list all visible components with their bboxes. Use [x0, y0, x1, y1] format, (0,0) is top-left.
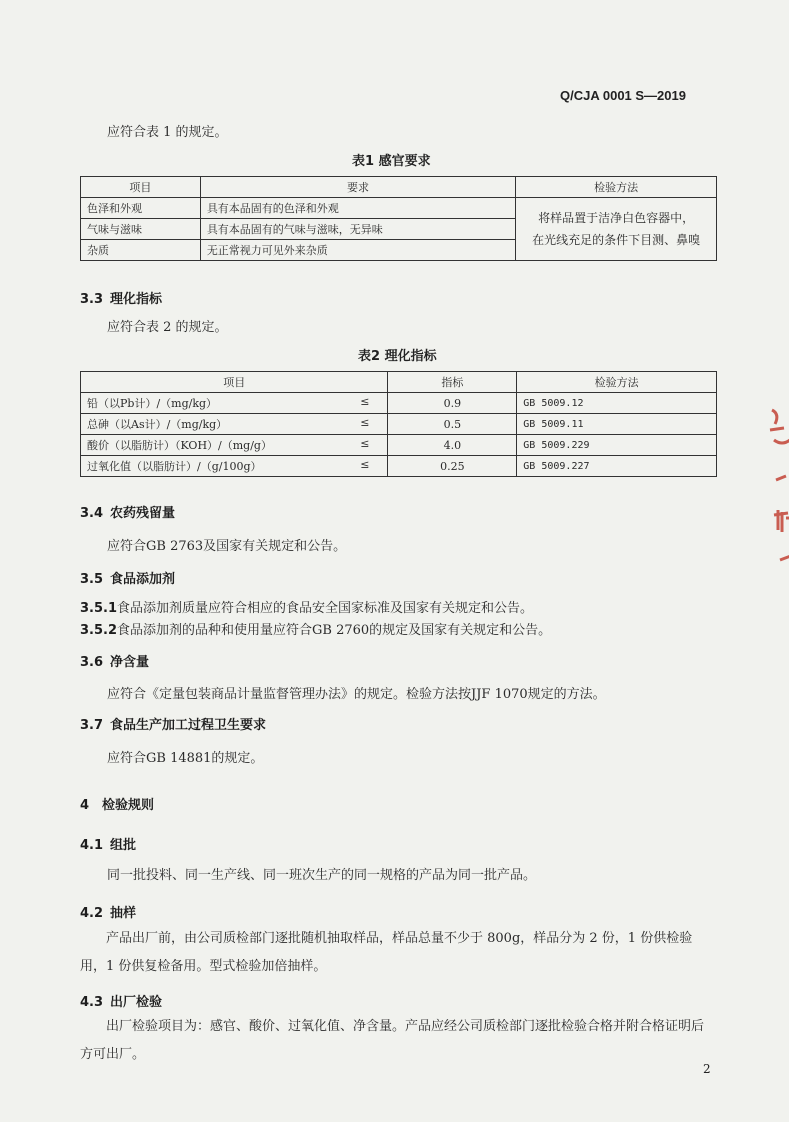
- leq-symbol: ≤: [360, 395, 370, 408]
- section-title: 食品添加剂: [110, 572, 176, 587]
- item-cell: [81, 435, 388, 456]
- section-heading: [80, 288, 162, 307]
- intro-text: 应符合表 1 的规定。: [107, 125, 228, 140]
- header-cell: 检验方法: [516, 177, 717, 198]
- item-cell: 杂质: [81, 240, 201, 261]
- item-cell: [81, 414, 388, 435]
- table-row: [81, 198, 717, 219]
- section-title: 组批: [110, 838, 137, 853]
- section-heading: [80, 991, 162, 1010]
- header-cell: 要求: [200, 177, 515, 198]
- value-cell: 0.25: [388, 456, 517, 477]
- section-heading: [80, 502, 175, 521]
- section-number: 3.6: [80, 655, 104, 670]
- section-heading: [80, 568, 175, 587]
- method-cell: GB 5009.11: [517, 414, 717, 435]
- section-title: 理化指标: [110, 292, 163, 307]
- section-heading: [80, 651, 149, 670]
- table-row: [81, 393, 717, 414]
- section-heading: [80, 902, 136, 921]
- item-label: 酸价（以脂肪计）（KOH）/（mg/g）: [87, 439, 272, 452]
- section-number: 3.4: [80, 506, 104, 521]
- section-text: 同一批投料、同一生产线、同一班次生产的同一规格的产品为同一批产品。: [107, 868, 537, 883]
- section-text: 出厂检验项目为：感官、酸价、过氧化值、净含量。产品应经公司质检部门逐批检验合格并附合格证明后方可出厂。: [80, 1019, 705, 1062]
- method-line: 在光线充足的条件下目测、鼻嗅: [532, 233, 701, 247]
- table-row: [81, 414, 717, 435]
- requirement-cell: 无正常视力可见外来杂质: [200, 240, 515, 261]
- section-number: 4.2: [80, 906, 104, 921]
- section-title: 出厂检验: [110, 995, 163, 1010]
- subsection-text: 食品添加剂的品种和使用量应符合GB 2760的规定及国家有关规定和公告。: [117, 623, 552, 638]
- table1-caption: 表1 感官要求: [352, 154, 431, 169]
- table-header-row: [81, 372, 717, 393]
- item-cell: [81, 393, 388, 414]
- subsection-number: 3.5.2: [80, 623, 118, 638]
- section-title: 净含量: [110, 655, 150, 670]
- item-label: 过氧化值（以脂肪计）/（g/100g）: [87, 460, 262, 473]
- table2-caption: 表2 理化指标: [358, 349, 437, 364]
- section-text: 应符合《定量包装商品计量监督管理办法》的规定。检验方法按JJF 1070规定的方法。: [107, 687, 606, 702]
- section-text: 应符合GB 14881的规定。: [107, 751, 264, 766]
- section-number: 3.3: [80, 292, 104, 307]
- chapter-heading: [80, 794, 154, 813]
- method-line: 将样品置于洁净白色容器中，: [538, 211, 695, 225]
- section-heading: [80, 834, 136, 853]
- item-label: 总砷（以As计）/（mg/kg）: [87, 418, 228, 431]
- method-cell: GB 5009.229: [517, 435, 717, 456]
- leq-symbol: ≤: [360, 458, 370, 471]
- method-cell: GB 5009.227: [517, 456, 717, 477]
- table-header-row: [81, 177, 717, 198]
- table-row: [81, 456, 717, 477]
- section-title: 农药残留量: [110, 506, 176, 521]
- method-cell: GB 5009.12: [517, 393, 717, 414]
- standard-id: Q/CJA 0001 S—2019: [560, 88, 686, 103]
- chapter-number: 4: [80, 798, 90, 813]
- section-text: 产品出厂前，由公司质检部门逐批随机抽取样品，样品总量不少于 800g，样品分为 2 份，1 份供检验用，1 份供复检备用。型式检验加倍抽样。: [80, 931, 693, 974]
- requirement-cell: 具有本品固有的气味与滋味，无异味: [200, 219, 515, 240]
- chapter-title: 检验规则: [102, 798, 155, 813]
- method-cell: [516, 198, 717, 261]
- item-cell: 色泽和外观: [81, 198, 201, 219]
- red-seal-stamp: [760, 400, 789, 580]
- section-number: 4.3: [80, 995, 104, 1010]
- header-cell: 项目: [81, 372, 388, 393]
- header-cell: 项目: [81, 177, 201, 198]
- subsection-item: [80, 597, 533, 616]
- section-number: 3.5: [80, 572, 104, 587]
- leq-symbol: ≤: [360, 416, 370, 429]
- item-cell: [81, 456, 388, 477]
- item-cell: 气味与滋味: [81, 219, 201, 240]
- header-cell: 指标: [388, 372, 517, 393]
- item-label: 铅（以Pb计）/（mg/kg）: [87, 397, 218, 410]
- value-cell: 4.0: [388, 435, 517, 456]
- value-cell: 0.5: [388, 414, 517, 435]
- page-number: 2: [703, 1062, 711, 1076]
- section-title: 抽样: [110, 906, 137, 921]
- subsection-text: 食品添加剂质量应符合相应的食品安全国家标准及国家有关规定和公告。: [117, 601, 534, 616]
- sensory-table: [80, 176, 717, 261]
- section-text: 应符合GB 2763及国家有关规定和公告。: [107, 539, 347, 554]
- section-title: 食品生产加工过程卫生要求: [110, 718, 267, 733]
- subsection-number: 3.5.1: [80, 601, 118, 616]
- header-cell: 检验方法: [517, 372, 717, 393]
- value-cell: 0.9: [388, 393, 517, 414]
- leq-symbol: ≤: [360, 437, 370, 450]
- section-number: 4.1: [80, 838, 104, 853]
- subsection-item: [80, 619, 551, 638]
- section-heading: [80, 714, 266, 733]
- table-row: [81, 435, 717, 456]
- physchem-table: [80, 371, 717, 477]
- requirement-cell: 具有本品固有的色泽和外观: [200, 198, 515, 219]
- section-number: 3.7: [80, 718, 104, 733]
- section-text: 应符合表 2 的规定。: [107, 320, 228, 335]
